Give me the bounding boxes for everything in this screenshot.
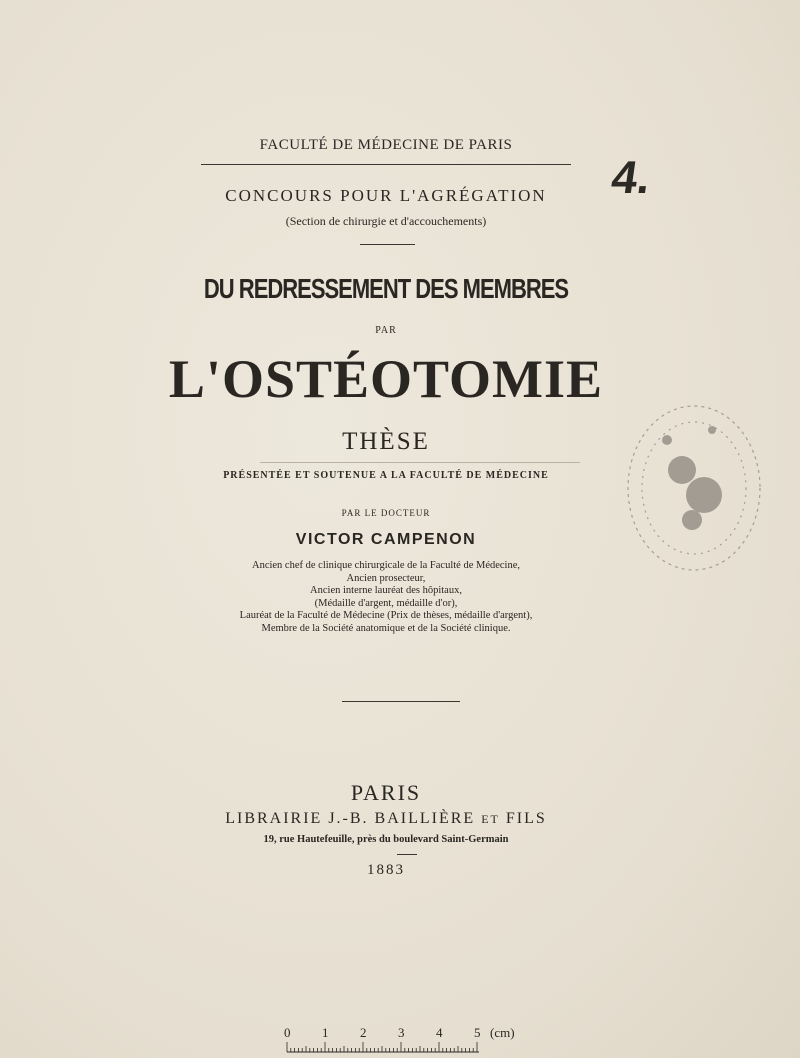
credential-line: (Médaille d'argent, médaille d'or), bbox=[314, 597, 458, 609]
title-line-1: DU REDRESSEMENT DES MEMBRES bbox=[203, 272, 569, 304]
section-subtitle: (Section de chirurgie et d'accouchements) bbox=[285, 214, 487, 228]
title-connector: PAR bbox=[375, 325, 397, 336]
author-name: VICTOR CAMPENON bbox=[295, 531, 477, 548]
ruler-ticks bbox=[284, 1042, 484, 1053]
scale-ruler bbox=[284, 1025, 534, 1053]
divider-rule bbox=[397, 854, 417, 855]
credential-line: Lauréat de la Faculté de Médecine (Prix de thèses, médaille d'argent), bbox=[239, 610, 533, 621]
ruler-label: 2 bbox=[360, 1025, 367, 1040]
divider-rule bbox=[201, 164, 571, 165]
these-heading: THÈSE bbox=[342, 428, 430, 455]
publisher-et: ET bbox=[481, 812, 500, 826]
presentee-line: PRÉSENTÉE ET SOUTENUE A LA FACULTÉ DE MÉDECINE bbox=[223, 470, 549, 481]
concours-heading: CONCOURS POUR L'AGRÉGATION bbox=[225, 186, 547, 205]
year: 1883 bbox=[367, 862, 405, 878]
publisher-main: LIBRAIRIE J.-B. BAILLIÈRE bbox=[225, 810, 476, 827]
publisher-address: 19, rue Hautefeuille, près du boulevard Saint-Germain bbox=[263, 834, 509, 845]
ruler-unit: (cm) bbox=[490, 1025, 515, 1040]
ruler-label: 5 bbox=[474, 1025, 481, 1040]
ruler-label: 1 bbox=[322, 1025, 329, 1040]
title-line-2: L'OSTÉOTOMIE bbox=[168, 349, 604, 409]
credential-line: Membre de la Société anatomique et de la Société clinique. bbox=[261, 622, 511, 634]
city: PARIS bbox=[350, 780, 422, 805]
faculty-heading: FACULTÉ DE MÉDECINE DE PARIS bbox=[259, 137, 513, 153]
publisher-end: FILS bbox=[505, 810, 547, 827]
par-le-docteur: PAR LE DOCTEUR bbox=[341, 508, 431, 518]
divider-rule bbox=[260, 462, 580, 463]
handwritten-number: 4. bbox=[608, 151, 655, 203]
divider-rule bbox=[360, 244, 415, 245]
ruler-label: 0 bbox=[284, 1025, 291, 1040]
publisher bbox=[0, 810, 772, 828]
ruler-label: 3 bbox=[398, 1025, 405, 1040]
ruler-label: 4 bbox=[436, 1025, 443, 1040]
credential-line: Ancien interne lauréat des hôpitaux, bbox=[310, 585, 462, 596]
credential-line: Ancien prosecteur, bbox=[346, 572, 426, 584]
library-stamp-icon bbox=[622, 400, 772, 580]
credential-line: Ancien chef de clinique chirurgicale de la Faculté de Médecine, bbox=[251, 560, 521, 571]
divider-rule bbox=[342, 701, 460, 702]
